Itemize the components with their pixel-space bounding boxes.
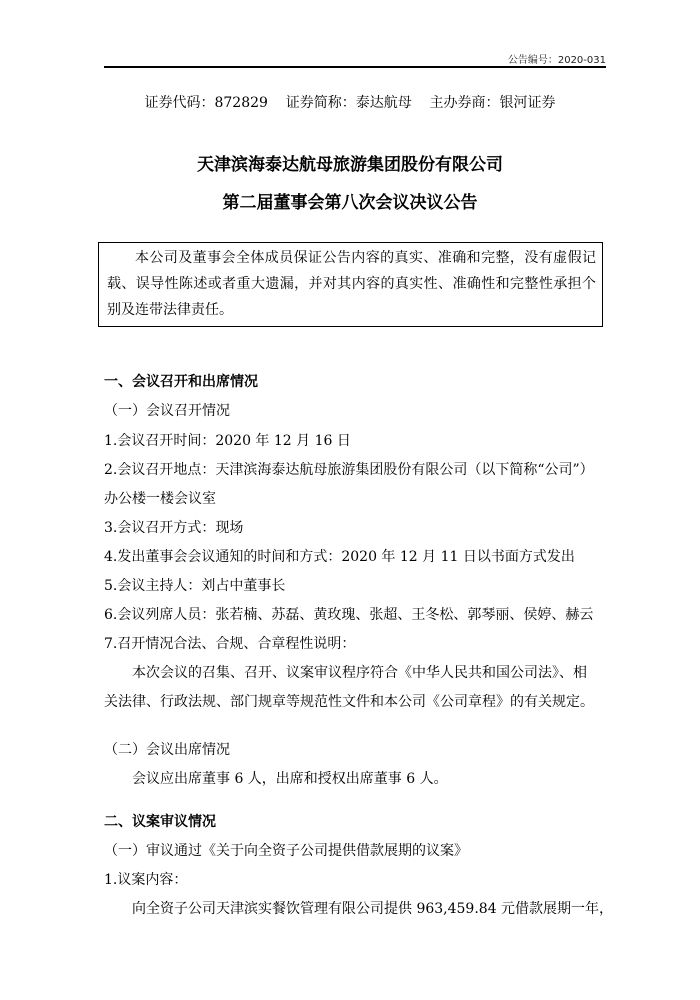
meeting-host: 5.会议主持人：刘占中董事长 <box>104 578 286 594</box>
compliance-text: 本次会议的召集、召开、议案审议程序符合《中华人民共和国公司法》、相 <box>132 665 587 681</box>
meeting-location: 2.会议召开地点：天津滨海泰达航母旅游集团股份有限公司（以下简称“公司”） <box>104 462 594 478</box>
proposal-content: 向全资子公司天津滨实餐饮管理有限公司提供 963,459.84 元借款展期一年， <box>132 901 614 917</box>
section-heading-proposals: 二、议案审议情况 <box>104 814 216 830</box>
compliance-label: 7.召开情况合法、合规、合章程性说明： <box>104 636 356 652</box>
proposal-content-label: 1.议案内容： <box>104 872 188 888</box>
proposal-title: （一）审议通过《关于向全资子公司提供借款展期的议案》 <box>104 843 468 859</box>
meeting-method: 3.会议召开方式：现场 <box>104 520 244 536</box>
subsection-convening: （一）会议召开情况 <box>104 403 230 419</box>
disclaimer-box: 本公司及董事会全体成员保证公告内容的真实、准确和完整，没有虚假记载、误导性陈述或者重大遗漏，并对其内容的真实性、准确性和完整性承担个别及连带法律责任。 <box>98 242 603 327</box>
subsection-attendance: （二）会议出席情况 <box>104 742 230 758</box>
meeting-location-cont: 办公楼一楼会议室 <box>104 491 216 507</box>
attendance-count: 会议应出席董事 6 人，出席和授权出席董事 6 人。 <box>132 771 448 787</box>
announcement-title: 第二届董事会第八次会议决议公告 <box>222 193 478 213</box>
compliance-text-cont: 关法律、行政法规、部门规章等规范性文件和本公司《公司章程》的有关规定。 <box>104 694 594 710</box>
company-title: 天津滨海泰达航母旅游集团股份有限公司 <box>197 155 503 175</box>
security-info: 证券代码：872829 证券简称：泰达航母 主办券商：银河证券 <box>144 95 556 111</box>
attendees-nonvoting: 6.会议列席人员：张若楠、苏磊、黄玫瑰、张超、王冬松、郭琴丽、侯婷、赫云 <box>104 607 594 623</box>
section-heading-meeting: 一、会议召开和出席情况 <box>104 374 258 390</box>
header-divider <box>104 66 606 68</box>
announcement-number: 公告编号：2020-031 <box>507 55 606 66</box>
meeting-time: 1.会议召开时间：2020 年 12 月 16 日 <box>104 433 351 449</box>
notice-time-method: 4.发出董事会会议通知的时间和方式：2020 年 12 月 11 日以书面方式发出 <box>104 549 575 565</box>
